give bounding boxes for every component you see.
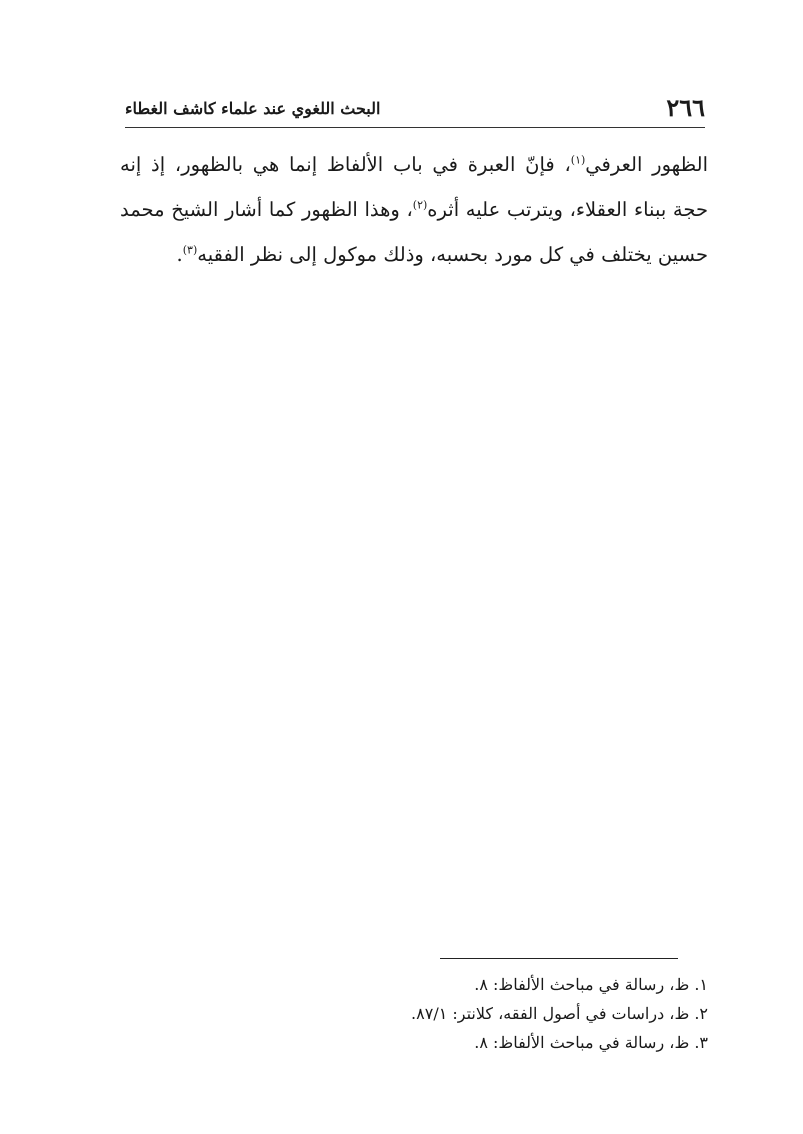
- footnote-ref-1: (١): [570, 153, 586, 167]
- footnote-2: ٢. ظ، دراسات في أصول الفقه، كلانتر: ٨٧/١.: [411, 1004, 708, 1023]
- body-text: [120, 142, 708, 277]
- text-segment: .: [176, 243, 183, 266]
- footnote-1: ١. ظ، رسالة في مباحث الألفاظ: ٨.: [474, 975, 708, 994]
- running-title: البحث اللغوي عند علماء كاشف الغطاء: [125, 99, 381, 118]
- page-header: [125, 92, 705, 124]
- text-segment: ، وهذا الظهور كما أشار الشيخ محمد حسين يختلف في كل مورد بحسبه، وذلك موكول إلى نظر الفقيه: [120, 198, 708, 266]
- page-number: ٢٦٦: [666, 93, 705, 122]
- header-rule: [125, 127, 705, 128]
- text-segment: الظهور العرفي: [585, 153, 708, 176]
- footnote-ref-3: (٣): [182, 243, 198, 257]
- footnote-3: ٣. ظ، رسالة في مباحث الألفاظ: ٨.: [474, 1033, 708, 1052]
- body-paragraph: [120, 142, 708, 277]
- footnote-separator: [440, 958, 678, 959]
- footnotes: [300, 970, 708, 1057]
- text-segment: ، فإنّ العبرة في باب الألفاظ إنما هي بالظهور، إذ إنه حجة ببناء العقلاء، ويترتب عليه أثره: [120, 153, 708, 221]
- footnote-ref-2: (٢): [412, 198, 428, 212]
